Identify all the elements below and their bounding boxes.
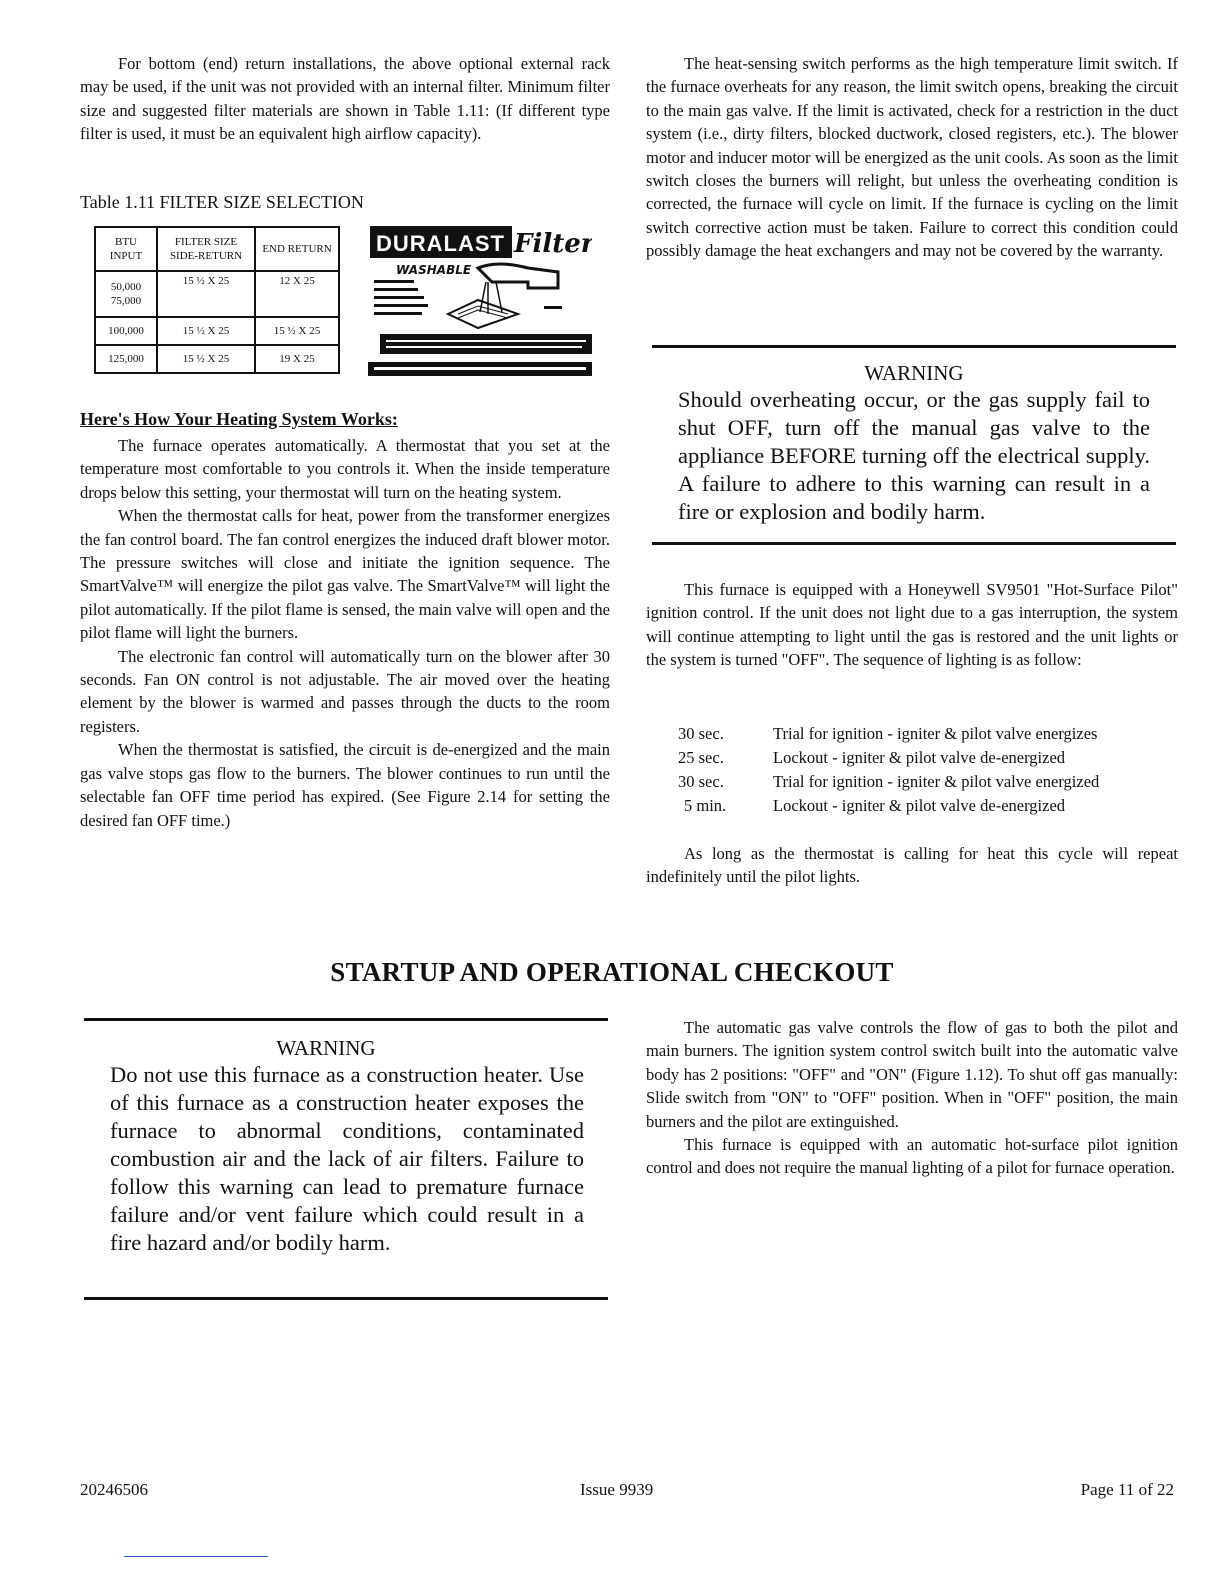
sequence-desc: Lockout - igniter & pilot valve de-energized bbox=[773, 748, 1066, 767]
table-cell: 19 X 25 bbox=[255, 345, 339, 373]
section-title: STARTUP AND OPERATIONAL CHECKOUT bbox=[330, 957, 894, 987]
body-paragraph: This furnace is equipped with an automatic hot-surface pilot ignition control and does not require the manual lighting of a pilot for furnace operation. bbox=[646, 1135, 1178, 1178]
gas-valve-body bbox=[646, 1016, 1178, 1180]
sequence-time: 30 sec. bbox=[678, 724, 724, 743]
table-cell: 50,000 75,000 bbox=[95, 271, 157, 317]
warning-text: Do not use this furnace as a construction heater. Use of this furnace as a construction heater exposes the furnace to abnormal conditions, contaminated combustion air and the lack of air filters. Failure to follow this warning can lead to premature furnace failure and/or vent failure which could result in a fire hazard and/or bodily harm. bbox=[110, 1062, 584, 1255]
filter-logo-graphic bbox=[368, 222, 592, 378]
body-paragraph: The electronic fan control will automatically turn on the blower after 30 seconds. Fan ON control is not adjustable. The air moved over the heating element by the blower is warmed and passes through the ducts to the room registers. bbox=[80, 646, 610, 736]
table-cell: 15 ½ X 25 bbox=[255, 317, 339, 345]
how-heading: Here's How Your Heating System Works: bbox=[80, 409, 398, 429]
divider bbox=[84, 1297, 608, 1300]
table-cell: 125,000 bbox=[95, 345, 157, 373]
ignition-paragraph bbox=[646, 578, 1178, 672]
doc-number: 20246506 bbox=[80, 1480, 148, 1499]
sequence-desc: Trial for ignition - igniter & pilot valve energizes bbox=[773, 724, 1098, 743]
logo-brand: DURALAST bbox=[376, 231, 505, 256]
logo-script: Filter bbox=[514, 229, 592, 259]
table-cell: 12 X 25 bbox=[255, 271, 339, 317]
list-item bbox=[678, 722, 1099, 746]
duralast-filter-logo bbox=[368, 222, 592, 378]
logo-band-text bbox=[386, 346, 582, 348]
logo-line bbox=[374, 296, 424, 299]
issue-number: Issue 9939 bbox=[580, 1480, 654, 1499]
overheat-warning-box bbox=[652, 345, 1176, 547]
table-cell: 100,000 bbox=[95, 317, 157, 345]
list-item bbox=[678, 746, 1099, 770]
sequence-desc: Lockout - igniter & pilot valve de-energized bbox=[773, 796, 1066, 815]
warning-title: WARNING bbox=[864, 361, 964, 385]
logo-line bbox=[374, 312, 422, 315]
sequence-time: 30 sec. bbox=[678, 772, 724, 791]
list-item bbox=[678, 794, 1099, 818]
logo-line bbox=[374, 280, 414, 283]
page-number: Page 11 of 22 bbox=[1080, 1480, 1174, 1499]
sequence-desc: Trial for ignition - igniter & pilot valve energized bbox=[773, 772, 1100, 791]
body-paragraph: The automatic gas valve controls the flow of gas to both the pilot and main burners. The ignition system control switch built into the automatic valve body has 2 positions: "OFF" and "ON" (Figure 1.12). To shut off gas manually: Slide switch from "ON" to "OFF" position. When in "OFF" position, the main burners and the pilot are extinguished. bbox=[646, 1018, 1178, 1131]
table-cell: 15 ½ X 25 bbox=[157, 345, 255, 373]
sequence-time: 25 sec. bbox=[678, 748, 724, 767]
body-paragraph: The furnace operates automatically. A thermostat that you set at the temperature most comfortable to you controls it. When the inside temperature drops below this setting, your thermostat will turn on the heating system. bbox=[80, 436, 610, 502]
body-paragraph: When the thermostat calls for heat, power from the transformer energizes the fan control board. The fan control energizes the induced draft blower motor. The pressure switches will close and initiate the ignition sequence. The SmartValve™ will energize the pilot gas valve. The SmartValve™ will light the pilot automatically. If the pilot flame is sensed, the main valve will open and the pilot flame will light the burners. bbox=[80, 506, 610, 643]
limit-text: The heat-sensing switch performs as the high temperature limit switch. If the furnace overheats for any reason, the limit switch opens, breaking the circuit to the main gas valve. If the limit is activated, check for a restriction in the duct system (i.e., dirty filters, blocked ductwork, closed registers, etc.). The blower motor and inducer motor will be energized as the unit cools. As soon as the limit switch closes the burners will relight, but unless the overheating condition is corrected, the furnace will cycle on limit. If the furnace is cycling on the limit switch corrective action must be taken. Failure to correct this condition could possibly damage the heat exchangers and may not be covered by the warranty. bbox=[646, 54, 1178, 261]
warning-title: WARNING bbox=[276, 1036, 376, 1060]
logo-band-text bbox=[386, 340, 586, 342]
divider bbox=[652, 542, 1176, 545]
warning-text: Should overheating occur, or the gas supply fail to shut OFF, turn off the manual gas valve to the appliance BEFORE turning off the electrical supply. A failure to adhere to this warning can result in a fire or explosion and bodily harm. bbox=[678, 387, 1150, 524]
table-header: FILTER SIZE SIDE-RETURN bbox=[157, 227, 255, 271]
repeat-paragraph bbox=[646, 842, 1178, 889]
table-header-row bbox=[95, 227, 339, 271]
logo-sub: WASHABLE bbox=[396, 263, 472, 277]
logo-line bbox=[374, 288, 418, 291]
how-it-works-body bbox=[80, 434, 610, 832]
table-row bbox=[95, 317, 339, 345]
intro-text: For bottom (end) return installations, the above optional external rack may be used, if the unit was not provided with an internal filter. Minimum filter size and suggested filter materials are shown in Table 1.11: (If different type filter is used, it must be an equivalent high airflow capacity). bbox=[80, 54, 610, 144]
filter-size-table bbox=[94, 226, 340, 374]
list-item bbox=[678, 770, 1099, 794]
body-paragraph: When the thermostat is satisfied, the circuit is de-energized and the main gas valve stops gas flow to the burners. The blower continues to run until the selectable fan OFF time period has expired. (See Figure 2.14 for setting the desired fan OFF time.) bbox=[80, 740, 610, 830]
construction-warning-box bbox=[84, 1018, 608, 1302]
intro-paragraph bbox=[80, 52, 610, 146]
table-row bbox=[95, 271, 339, 317]
table-cell: 15 ½ X 25 bbox=[157, 317, 255, 345]
table-row bbox=[95, 345, 339, 373]
sequence-time: 5 min. bbox=[684, 796, 727, 815]
table-cell: 15 ½ X 25 bbox=[157, 271, 255, 317]
logo-band bbox=[380, 334, 592, 354]
logo-line bbox=[544, 306, 562, 309]
repeat-text: As long as the thermostat is calling for heat this cycle will repeat indefinitely until the pilot lights. bbox=[646, 844, 1178, 887]
table-header: BTU INPUT bbox=[95, 227, 157, 271]
table-header: END RETURN bbox=[255, 227, 339, 271]
logo-band-text bbox=[374, 367, 586, 370]
lighting-sequence bbox=[678, 722, 1099, 818]
limit-switch-paragraph bbox=[646, 52, 1178, 263]
table-caption: Table 1.11 FILTER SIZE SELECTION bbox=[80, 192, 364, 212]
faucet-icon bbox=[478, 264, 558, 288]
link-underline bbox=[124, 1556, 268, 1557]
ignition-text: This furnace is equipped with a Honeywell SV9501 "Hot-Surface Pilot" ignition control. If the unit does not light due to a gas interruption, the system will continue attempting to light until the gas is restored and the unit lights or the system is turned "OFF". The sequence of lighting is as follow: bbox=[646, 580, 1178, 670]
logo-line bbox=[374, 304, 428, 307]
